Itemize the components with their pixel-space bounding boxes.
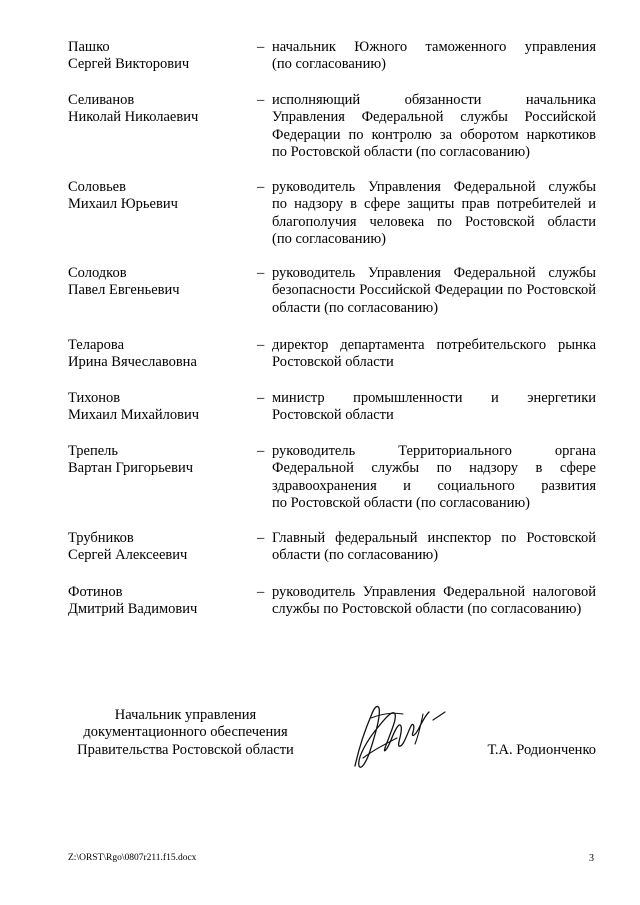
member-name — [68, 584, 248, 619]
member-position — [272, 584, 596, 619]
position-line: руководитель Территориального органа — [272, 443, 596, 459]
member-position — [272, 390, 596, 425]
signatory-title-line-1: Начальник управления — [114, 707, 257, 723]
position-line: области (по согласованию) — [272, 299, 439, 316]
member-name — [68, 530, 248, 565]
dash-separator: – — [257, 443, 265, 459]
position-line: руководитель Управления Федеральной службы — [272, 179, 596, 195]
position-line: по Ростовской области (по согласованию) — [272, 144, 531, 161]
member-position — [272, 39, 596, 74]
position-line: руководитель Управления Федеральной службы — [272, 265, 596, 281]
position-line: по Ростовской области (по согласованию) — [272, 495, 531, 512]
position-line: Главный федеральный инспектор по Ростовской — [272, 530, 596, 546]
member-surname: Трепель — [68, 443, 119, 459]
member-position — [272, 179, 596, 249]
signatory-title-line-2: документационного обеспечения — [83, 724, 288, 741]
position-line: начальник Южного таможенного управления — [272, 39, 596, 55]
member-surname: Фотинов — [68, 584, 123, 600]
dash-separator: – — [257, 530, 265, 546]
dash-separator: – — [257, 179, 265, 195]
position-line: директор департамента потребительского рынка — [272, 337, 596, 353]
member-given-names: Ирина Вячеславовна — [68, 354, 197, 371]
member-name — [68, 390, 248, 425]
member-given-names: Николай Николаевич — [68, 109, 199, 126]
position-line: исполняющий обязанности начальника — [272, 92, 596, 108]
member-given-names: Вартан Григорьевич — [68, 460, 194, 477]
member-given-names: Дмитрий Вадимович — [68, 601, 198, 618]
member-given-names: Сергей Викторович — [68, 56, 190, 73]
position-line: службы по Ростовской области (по согласованию) — [272, 601, 582, 618]
position-line: Федерации по контролю за оборотом наркотиков — [272, 126, 596, 143]
position-line: руководитель Управления Федеральной налоговой — [272, 584, 596, 600]
member-given-names: Павел Евгеньевич — [68, 282, 180, 299]
position-line: Ростовской области — [272, 407, 394, 424]
member-name — [68, 265, 248, 300]
member-name — [68, 337, 248, 372]
position-line: (по согласованию) — [272, 56, 386, 73]
dash-separator: – — [257, 265, 265, 281]
member-surname: Трубников — [68, 530, 134, 546]
member-surname: Солодков — [68, 265, 127, 281]
position-line: Ростовской области — [272, 354, 394, 371]
dash-separator: – — [257, 337, 265, 353]
member-given-names: Сергей Алексеевич — [68, 547, 188, 564]
dash-separator: – — [257, 39, 265, 55]
page-number: 3 — [589, 853, 594, 864]
position-line: Управления Федеральной службы Российской — [272, 109, 596, 126]
handwritten-signature — [341, 696, 451, 778]
dash-separator: – — [257, 584, 265, 600]
member-position — [272, 337, 596, 372]
signatory-name: Т.А. Родионченко — [487, 741, 596, 758]
member-name — [68, 92, 248, 127]
member-surname: Теларова — [68, 337, 125, 353]
position-line: благополучия человека по Ростовской области — [272, 213, 596, 230]
member-position — [272, 530, 596, 565]
signatory-title-line-3: Правительства Ростовской области — [77, 741, 294, 758]
member-name — [68, 39, 248, 74]
member-surname: Тихонов — [68, 390, 121, 406]
member-surname: Селиванов — [68, 92, 135, 108]
dash-separator: – — [257, 390, 265, 406]
position-line: министр промышленности и энергетики — [272, 390, 596, 406]
position-line: (по согласованию) — [272, 231, 386, 248]
member-surname: Пашко — [68, 39, 110, 55]
signatory-title — [68, 707, 303, 759]
member-given-names: Михаил Юрьевич — [68, 196, 178, 213]
position-line: по надзору в сфере защиты прав потребителей и — [272, 196, 596, 213]
member-given-names: Михаил Михайлович — [68, 407, 200, 424]
position-line: здравоохранения и социального развития — [272, 477, 596, 494]
member-position — [272, 92, 596, 162]
member-name — [68, 179, 248, 214]
member-position — [272, 265, 596, 317]
position-line: Федеральной службы по надзору в сфере — [272, 460, 596, 477]
dash-separator: – — [257, 92, 265, 108]
file-path: Z:\ORST\Rgo\0807r211.f15.docx — [68, 853, 197, 863]
position-line: безопасности Российской Федерации по Ростовской — [272, 282, 596, 299]
position-line: области (по согласованию) — [272, 547, 439, 564]
member-name — [68, 443, 248, 478]
member-surname: Соловьев — [68, 179, 126, 195]
member-position — [272, 443, 596, 513]
